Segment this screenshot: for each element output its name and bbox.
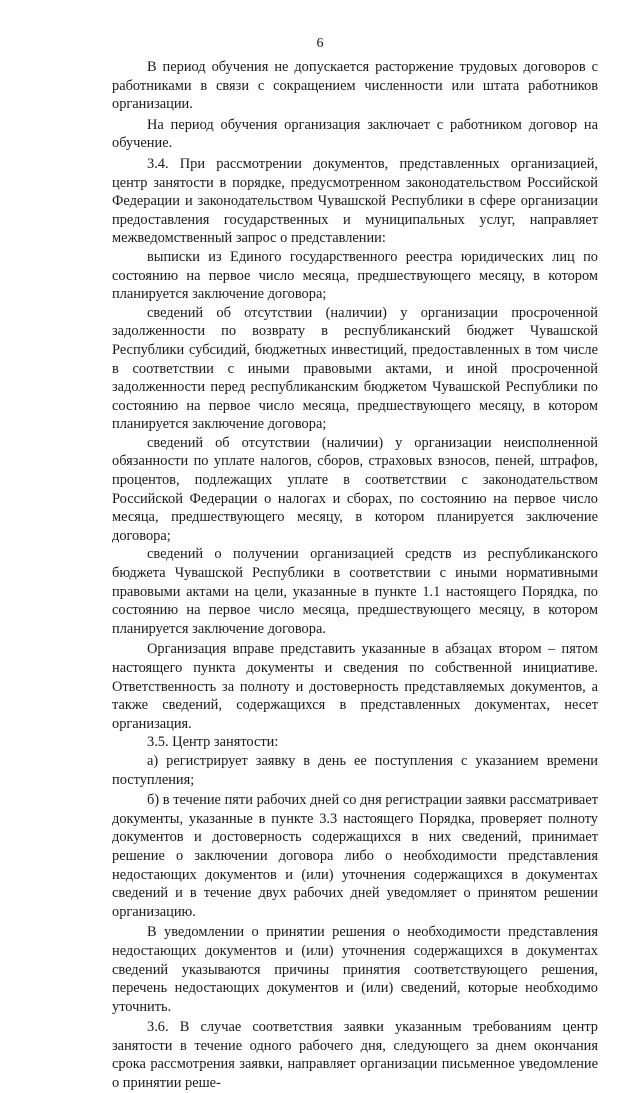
paragraph-12: В уведомлении о принятии решения о необходимости представления недостающих документов и (или) уточнения содержащихся в документах сведений указываются причины принятия соответствующего решения, перечень недостающих документов и (или) сведений, которые необходимо уточнить. — [112, 924, 598, 1015]
paragraph-3: 3.4. При рассмотрении документов, представленных организацией, центр занятости в порядке, предусмотренном законодательством Российской Федерации и законодательством Чувашской Республики в сфере организации предоставления государственных и муниципальных услуг, направляет межведомственный запрос о представлении: — [112, 155, 598, 247]
paragraph-7: сведений о получении организацией средств из республиканского бюджета Чувашской Республики в соответствии с иными нормативными правовыми актами на цели, указанные в пункте 1.1 настоящего Порядка, по состоянию на первое число месяца, предшествующего месяцу, в котором планируется заключение договора. — [112, 546, 598, 637]
paragraph-5: сведений об отсутствии (наличии) у организации просроченной задолженности по возврату в республиканский бюджет Чувашской Республики субсидий, бюджетных инвестиций, предоставленных в том числе в соответствии с иными правовыми актами, и иной просроченной задолженности перед республиканским бюджетом Чувашской Республики по состоянию на первое число месяца, предшествующего месяцу, в котором планируется заключение договора; — [112, 304, 598, 433]
paragraph-13: 3.6. В случае соответствия заявки указанным требованиям центр занятости в течение одного рабочего дня, следующего за днем окончания срока рассмотрения заявки, направляет организации письменное уведомление о принятии реше- — [112, 1019, 598, 1092]
paragraph-11: б) в течение пяти рабочих дней со дня регистрации заявки рассматривает документы, указанные в пункте 3.3 настоящего Порядка, проверяет полноту документов и достоверность содержащихся в них сведений, принимает решение о заключении договора либо о необходимости представления недостающих документов и (или) уточнения содержащихся в документах сведений и в течение двух рабочих дней уведомляет о принятом решении организацию. — [112, 792, 598, 920]
paragraph-6: сведений об отсутствии (наличии) у организации неисполненной обязанности по уплате налогов, сборов, страховых взносов, пеней, штрафов, процентов, подлежащих уплате в соответствии с законодательством Российской Федерации о налогах и сборах, по состоянию на первое число месяца, предшествующего месяцу, в котором планируется заключение договора; — [112, 434, 598, 544]
paragraph-1: В период обучения не допускается расторжение трудовых договоров с работниками в связи с сокращением численности или штата работников организации. — [112, 59, 598, 113]
paragraph-2: На период обучения организация заключает с работником договор на обучение. — [112, 116, 598, 152]
paragraph-9: 3.5. Центр занятости: — [147, 734, 279, 751]
paragraph-8: Организация вправе представить указанные в абзацах втором – пятом настоящего пункта документы и сведения по собственной инициативе. Ответственность за полноту и достоверность представляемых документов, а также сведений, содержащихся в представленных документах, несет организация. — [112, 641, 598, 732]
paragraph-4: выписки из Единого государственного реестра юридических лиц по состоянию на первое число месяца, предшествующего месяцу, в котором планируется заключение договора; — [112, 248, 598, 303]
document-body — [112, 58, 598, 1093]
paragraph-10: а) регистрирует заявку в день ее поступления с указанием времени поступления; — [112, 752, 598, 788]
page-number: 6 — [316, 36, 324, 51]
